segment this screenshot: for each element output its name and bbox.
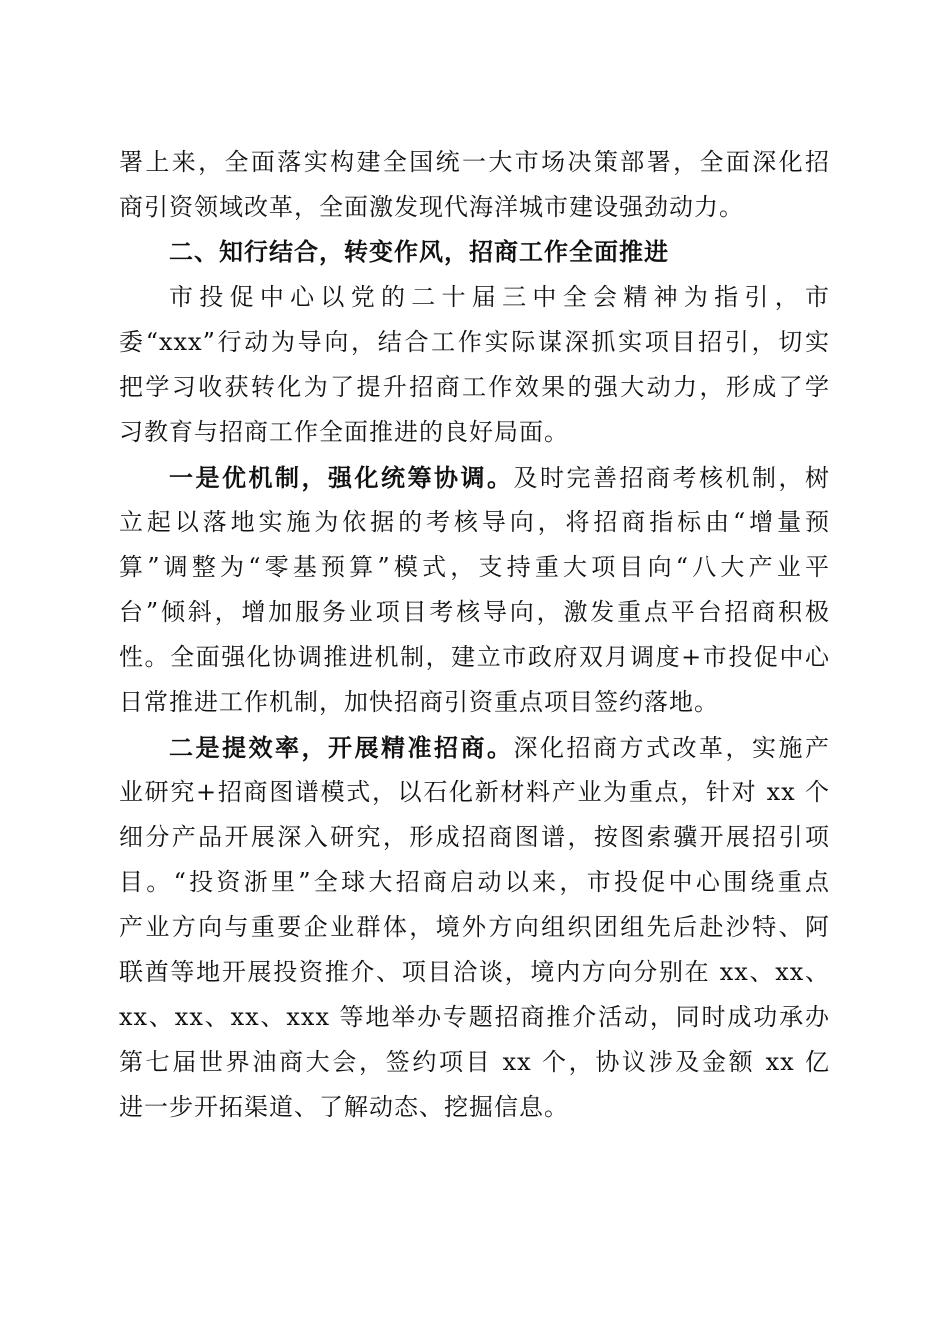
paragraph-1 (119, 140, 830, 230)
paragraph-line: 目。“投资浙里”全球大招商启动以来，市投促中心围绕重点 (119, 868, 830, 896)
paragraph-line: 联酋等地开展投资推介、项目洽谈，境内方向分别在 xx、xx、 (119, 958, 830, 986)
paragraph-line: 立起以落地实施为依据的考核导向，将招商指标由“增量预 (119, 508, 830, 536)
paragraph-text: 深化招商方式改革，实施产 (513, 734, 830, 762)
paragraph-line: 把学习收获转化为了提升招商工作效果的强大动力，形成了学 (119, 373, 830, 401)
paragraph-line (119, 725, 830, 770)
paragraph-line: 台”倾斜，增加服务业项目考核导向，激发重点平台招商积极 (119, 598, 830, 626)
section-heading: 二、知行结合，转变作风，招商工作全面推进 (169, 238, 669, 266)
paragraph-line: 署上来，全面落实构建全国统一大市场决策部署，全面深化招 (119, 148, 830, 176)
paragraph-line: 市投促中心以党的二十届三中全会精神为指引，市 (169, 283, 830, 311)
paragraph-line: 第七届世界油商大会，签约项目 xx 个，协议涉及金额 xx 亿 (119, 1048, 830, 1076)
paragraph-lead: 二是提效率，开展精准招商。 (169, 733, 514, 762)
paragraph-line: 商引资领域改革，全面激发现代海洋城市建设强劲动力。 (119, 193, 744, 221)
paragraph-line: 进一步开拓渠道、了解动态、挖掘信息。 (119, 1093, 569, 1121)
paragraph-3 (119, 455, 830, 725)
paragraph-line: 委“xxx”行动为导向，结合工作实际谋深抓实项目招引，切实 (119, 328, 830, 356)
paragraph-line: 细分产品开展深入研究，形成招商图谱，按图索骥开展招引项 (119, 823, 830, 851)
paragraph-2 (119, 275, 830, 455)
paragraph-line: 性。全面强化协调推进机制，建立市政府双月调度+市投促中心 (119, 643, 830, 671)
paragraph-line: 习教育与招商工作全面推进的良好局面。 (119, 418, 569, 446)
document-page (119, 140, 830, 1130)
paragraph-line: 算”调整为“零基预算”模式，支持重大项目向“八大产业平 (119, 553, 830, 581)
paragraph-text: 及时完善招商考核机制，树 (513, 464, 830, 492)
paragraph-line: 日常推进工作机制，加快招商引资重点项目签约落地。 (119, 688, 719, 716)
paragraph-line: 产业方向与重要企业群体，境外方向组织团组先后赴沙特、阿 (119, 913, 830, 941)
paragraph-4 (119, 725, 830, 1130)
paragraph-line: 业研究+招商图谱模式，以石化新材料产业为重点，针对 xx 个 (119, 778, 830, 806)
paragraph-lead: 一是优机制，强化统筹协调。 (169, 463, 514, 492)
paragraph-line: xx、xx、xx、xxx 等地举办专题招商推介活动，同时成功承办 (119, 1003, 830, 1031)
paragraph-line (119, 455, 830, 500)
